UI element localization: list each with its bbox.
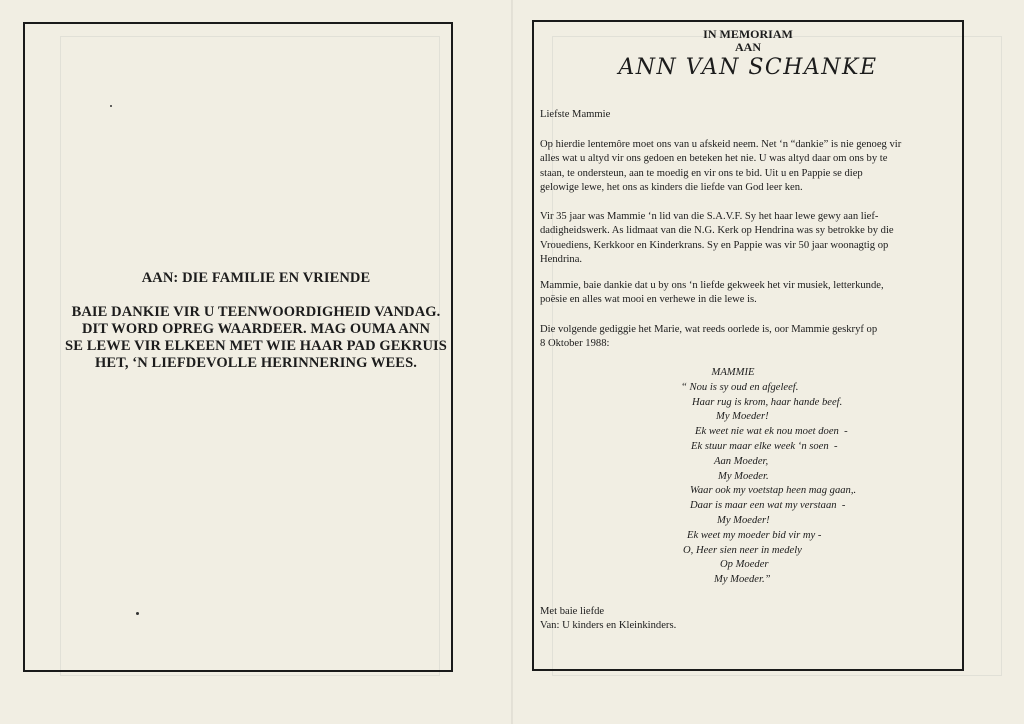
poem (534, 366, 1024, 588)
paragraph-gratitude (540, 279, 970, 308)
text-line: Vir 35 jaar was Mammie ‘n lid van die S.A.V.F. Sy het haar lewe gewy aan lief- (540, 211, 879, 222)
text-line: Vrouediens, Kerkkoor en Kinderkrans. Sy en Pappie was vir 50 jaar woonagtig op (540, 239, 889, 251)
text-line: Mammie, baie dankie dat u by ons ‘n liefde gekweek het vir musiek, letterkunde, (540, 280, 884, 291)
memoriam-header-aan: AAN (735, 40, 761, 54)
paragraph-poem-intro (540, 323, 970, 352)
poem-line: My Moeder. (718, 470, 769, 482)
memoriam-header: IN MEMORIAM (703, 27, 793, 41)
poem-line: Haar rug is krom, haar hande beef. (692, 396, 843, 408)
poem-line: Daar is maar een wat my verstaan - (690, 500, 846, 512)
poem-line: Aan Moeder, (714, 455, 769, 467)
poem-line: My Moeder! (717, 514, 770, 526)
poem-title: MAMMIE (711, 367, 755, 378)
salutation: Liefste Mammie (540, 109, 611, 120)
text-line: Op hierdie lentemôre moet ons van u afskeid neem. Net ‘n “dankie” is nie genoeg vir (540, 139, 902, 150)
text-line: staan, te ondersteun, aan te moedig en vir ons te bid. Uit u en Pappie se diep (540, 167, 863, 179)
text-line: gelowige lewe, het ons as kinders die liefde van God leer ken. (540, 182, 803, 194)
text-line: alles wat u altyd vir ons gedoen en beteken het nie. U was altyd daar om ons by te (540, 153, 888, 165)
paragraph-farewell (540, 138, 970, 196)
poem-line: My Moeder! (716, 411, 769, 423)
thanks-line: HET, ‘N LIEFDEVOLLE HERINNERING WEES. (95, 355, 417, 371)
text-line: poësie en alles wat mooi en verhewe in die lewe is. (540, 294, 757, 306)
poem-line: Op Moeder (720, 559, 769, 571)
deceased-name: ANN VAN SCHANKE (618, 55, 878, 80)
thanks-line: DIT WORD OPREG WAARDEER. MAG OUMA ANN (81, 321, 431, 337)
poem-line: “ Nou is sy oud en afgeleef. (681, 381, 799, 393)
text-line: Hendrina. (540, 254, 583, 266)
poem-line: Ek weet nie wat ek nou moet doen - (695, 426, 848, 438)
poem-line: Ek weet my moeder bid vir my - (687, 529, 822, 541)
poem-line: My Moeder.” (714, 574, 771, 586)
right-page-border (532, 20, 964, 671)
poem-line: Ek stuur maar elke week ‘n soen - (691, 440, 838, 452)
text-line: Die volgende gediggie het Marie, wat reeds oorlede is, oor Mammie geskryf op (540, 324, 878, 335)
right-page (512, 0, 1024, 724)
greeting-heading: AAN: DIE FAMILIE EN VRIENDE (141, 270, 371, 286)
text-line: Van: U kinders en Kleinkinders. (540, 620, 677, 632)
text-line: dadigheidswerk. As lidmaat van die N.G. Kerk op Hendrina was sy betrokke by die (540, 225, 894, 237)
thanks-message (0, 304, 512, 372)
text-line: 8 Oktober 1988: (540, 338, 610, 350)
paragraph-community (540, 210, 970, 268)
poem-line: O, Heer sien neer in medely (683, 544, 802, 556)
signoff (540, 605, 970, 634)
paper-speck (110, 105, 112, 107)
thanks-line: BAIE DANKIE VIR U TEENWOORDIGHEID VANDAG. (71, 304, 441, 320)
thanks-line: SE LEWE VIR ELKEEN MET WIE HAAR PAD GEKRUIS (65, 338, 447, 354)
text-line: Met baie liefde (540, 606, 605, 617)
poem-line: Waar ook my voetstap heen mag gaan,. (690, 485, 857, 497)
paper-speck (136, 612, 139, 615)
